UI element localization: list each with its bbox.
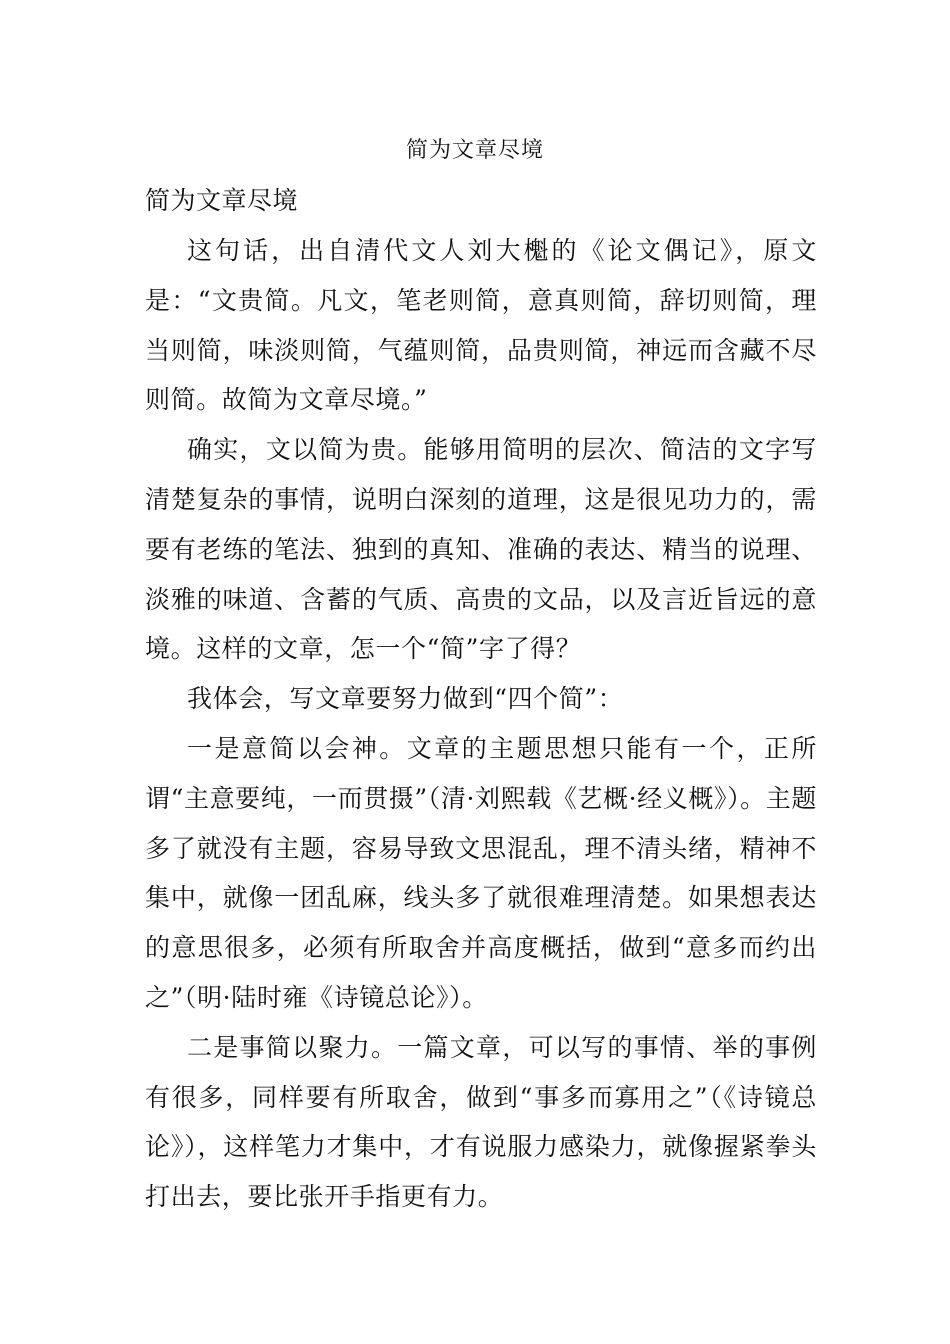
document-title: 简为文章尽境	[405, 138, 544, 163]
document-subtitle: 简为文章尽境	[145, 186, 299, 215]
paragraph-origin-quote: 这句话，出自清代文人刘大櫆的《论文偶记》，原文是：“文贵简。凡文，笔老则简，意真则简，辞切则简，理当则简，味淡则简，气蕴则简，品贵则简，神远而含藏不尽则简。故简为文章尽境。”	[145, 236, 817, 415]
paragraph-four-simplicities: 我体会，写文章要努力做到“四个简”：	[187, 684, 624, 714]
paragraph-event-simplicity: 二是事简以聚力。一篇文章，可以写的事情、举的事例有很多，同样要有所取舍，做到“事多而寡用之”（《诗镜总论》），这样笔力才集中，才有说服力感染力，就像握紧拳头打出去，要比张开手指更有力。	[145, 1032, 817, 1212]
document-body	[145, 226, 817, 1222]
paragraph-meaning-simplicity: 一是意简以会神。文章的主题思想只能有一个，正所谓“主意要纯，一而贯摄”（清·刘熙载《艺概·经义概》）。主题多了就没有主题，容易导致文思混乱，理不清头绪，精神不集中，就像一团乱麻，线头多了就很难理清楚。如果想表达的意思很多，必须有所取舍并高度概括，做到“意多而约出之”（明·陆时雍《诗镜总论》）。	[145, 733, 817, 1012]
paragraph-simplicity-value: 确实，文以简为贵。能够用简明的层次、简洁的文字写清楚复杂的事情，说明白深刻的道理，这是很见功力的，需要有老练的笔法、独到的真知、准确的表达、精当的说理、淡雅的味道、含蓄的气质、高贵的文品，以及言近旨远的意境。这样的文章，怎一个“简”字了得？	[145, 435, 817, 664]
